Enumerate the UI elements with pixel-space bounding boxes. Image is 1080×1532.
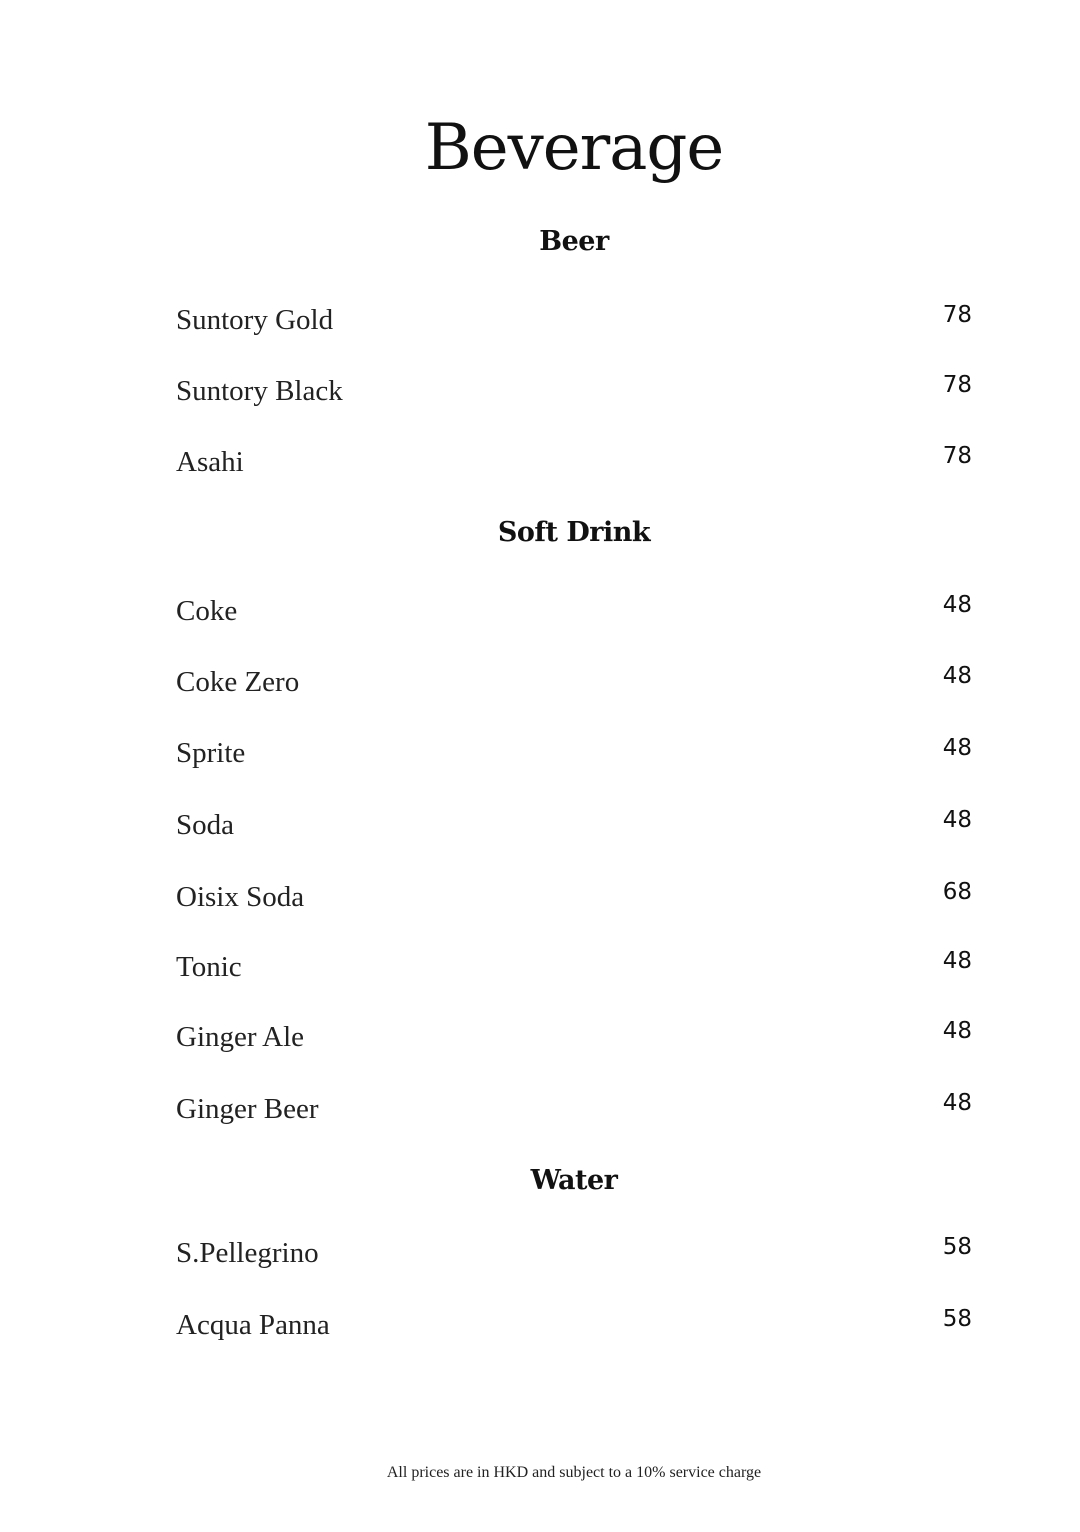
- item-price: 78: [942, 372, 972, 398]
- item-price: 58: [942, 1306, 972, 1332]
- section-heading-soft-drink: Soft Drink: [497, 517, 651, 548]
- item-price: 48: [942, 1018, 972, 1044]
- item-price: 48: [942, 1090, 972, 1116]
- item-name: Suntory Gold: [176, 304, 334, 336]
- item-name: Acqua Panna: [176, 1309, 330, 1341]
- item-price: 68: [942, 879, 972, 905]
- item-name: Sprite: [176, 737, 246, 769]
- item-price: 48: [942, 663, 972, 689]
- item-name: S.Pellegrino: [176, 1237, 319, 1269]
- item-name: Oisix Soda: [176, 881, 305, 913]
- item-price: 48: [942, 735, 972, 761]
- item-name: Tonic: [176, 951, 242, 983]
- item-price: 48: [942, 807, 972, 833]
- item-price: 58: [942, 1234, 972, 1260]
- item-name: Soda: [176, 809, 234, 841]
- price-disclaimer: All prices are in HKD and subject to a 10% service charge: [386, 1464, 762, 1481]
- item-name: Ginger Beer: [176, 1093, 319, 1125]
- item-name: Coke: [176, 595, 238, 627]
- page-title: Beverage: [424, 111, 724, 185]
- section-heading-water: Water: [530, 1165, 618, 1196]
- section-heading-beer: Beer: [539, 226, 609, 257]
- item-name: Suntory Black: [176, 375, 343, 407]
- item-name: Asahi: [176, 446, 244, 478]
- item-price: 78: [942, 302, 972, 328]
- item-price: 48: [942, 948, 972, 974]
- item-price: 78: [942, 443, 972, 469]
- item-name: Coke Zero: [176, 666, 300, 698]
- item-price: 48: [942, 592, 972, 618]
- item-name: Ginger Ale: [176, 1021, 305, 1053]
